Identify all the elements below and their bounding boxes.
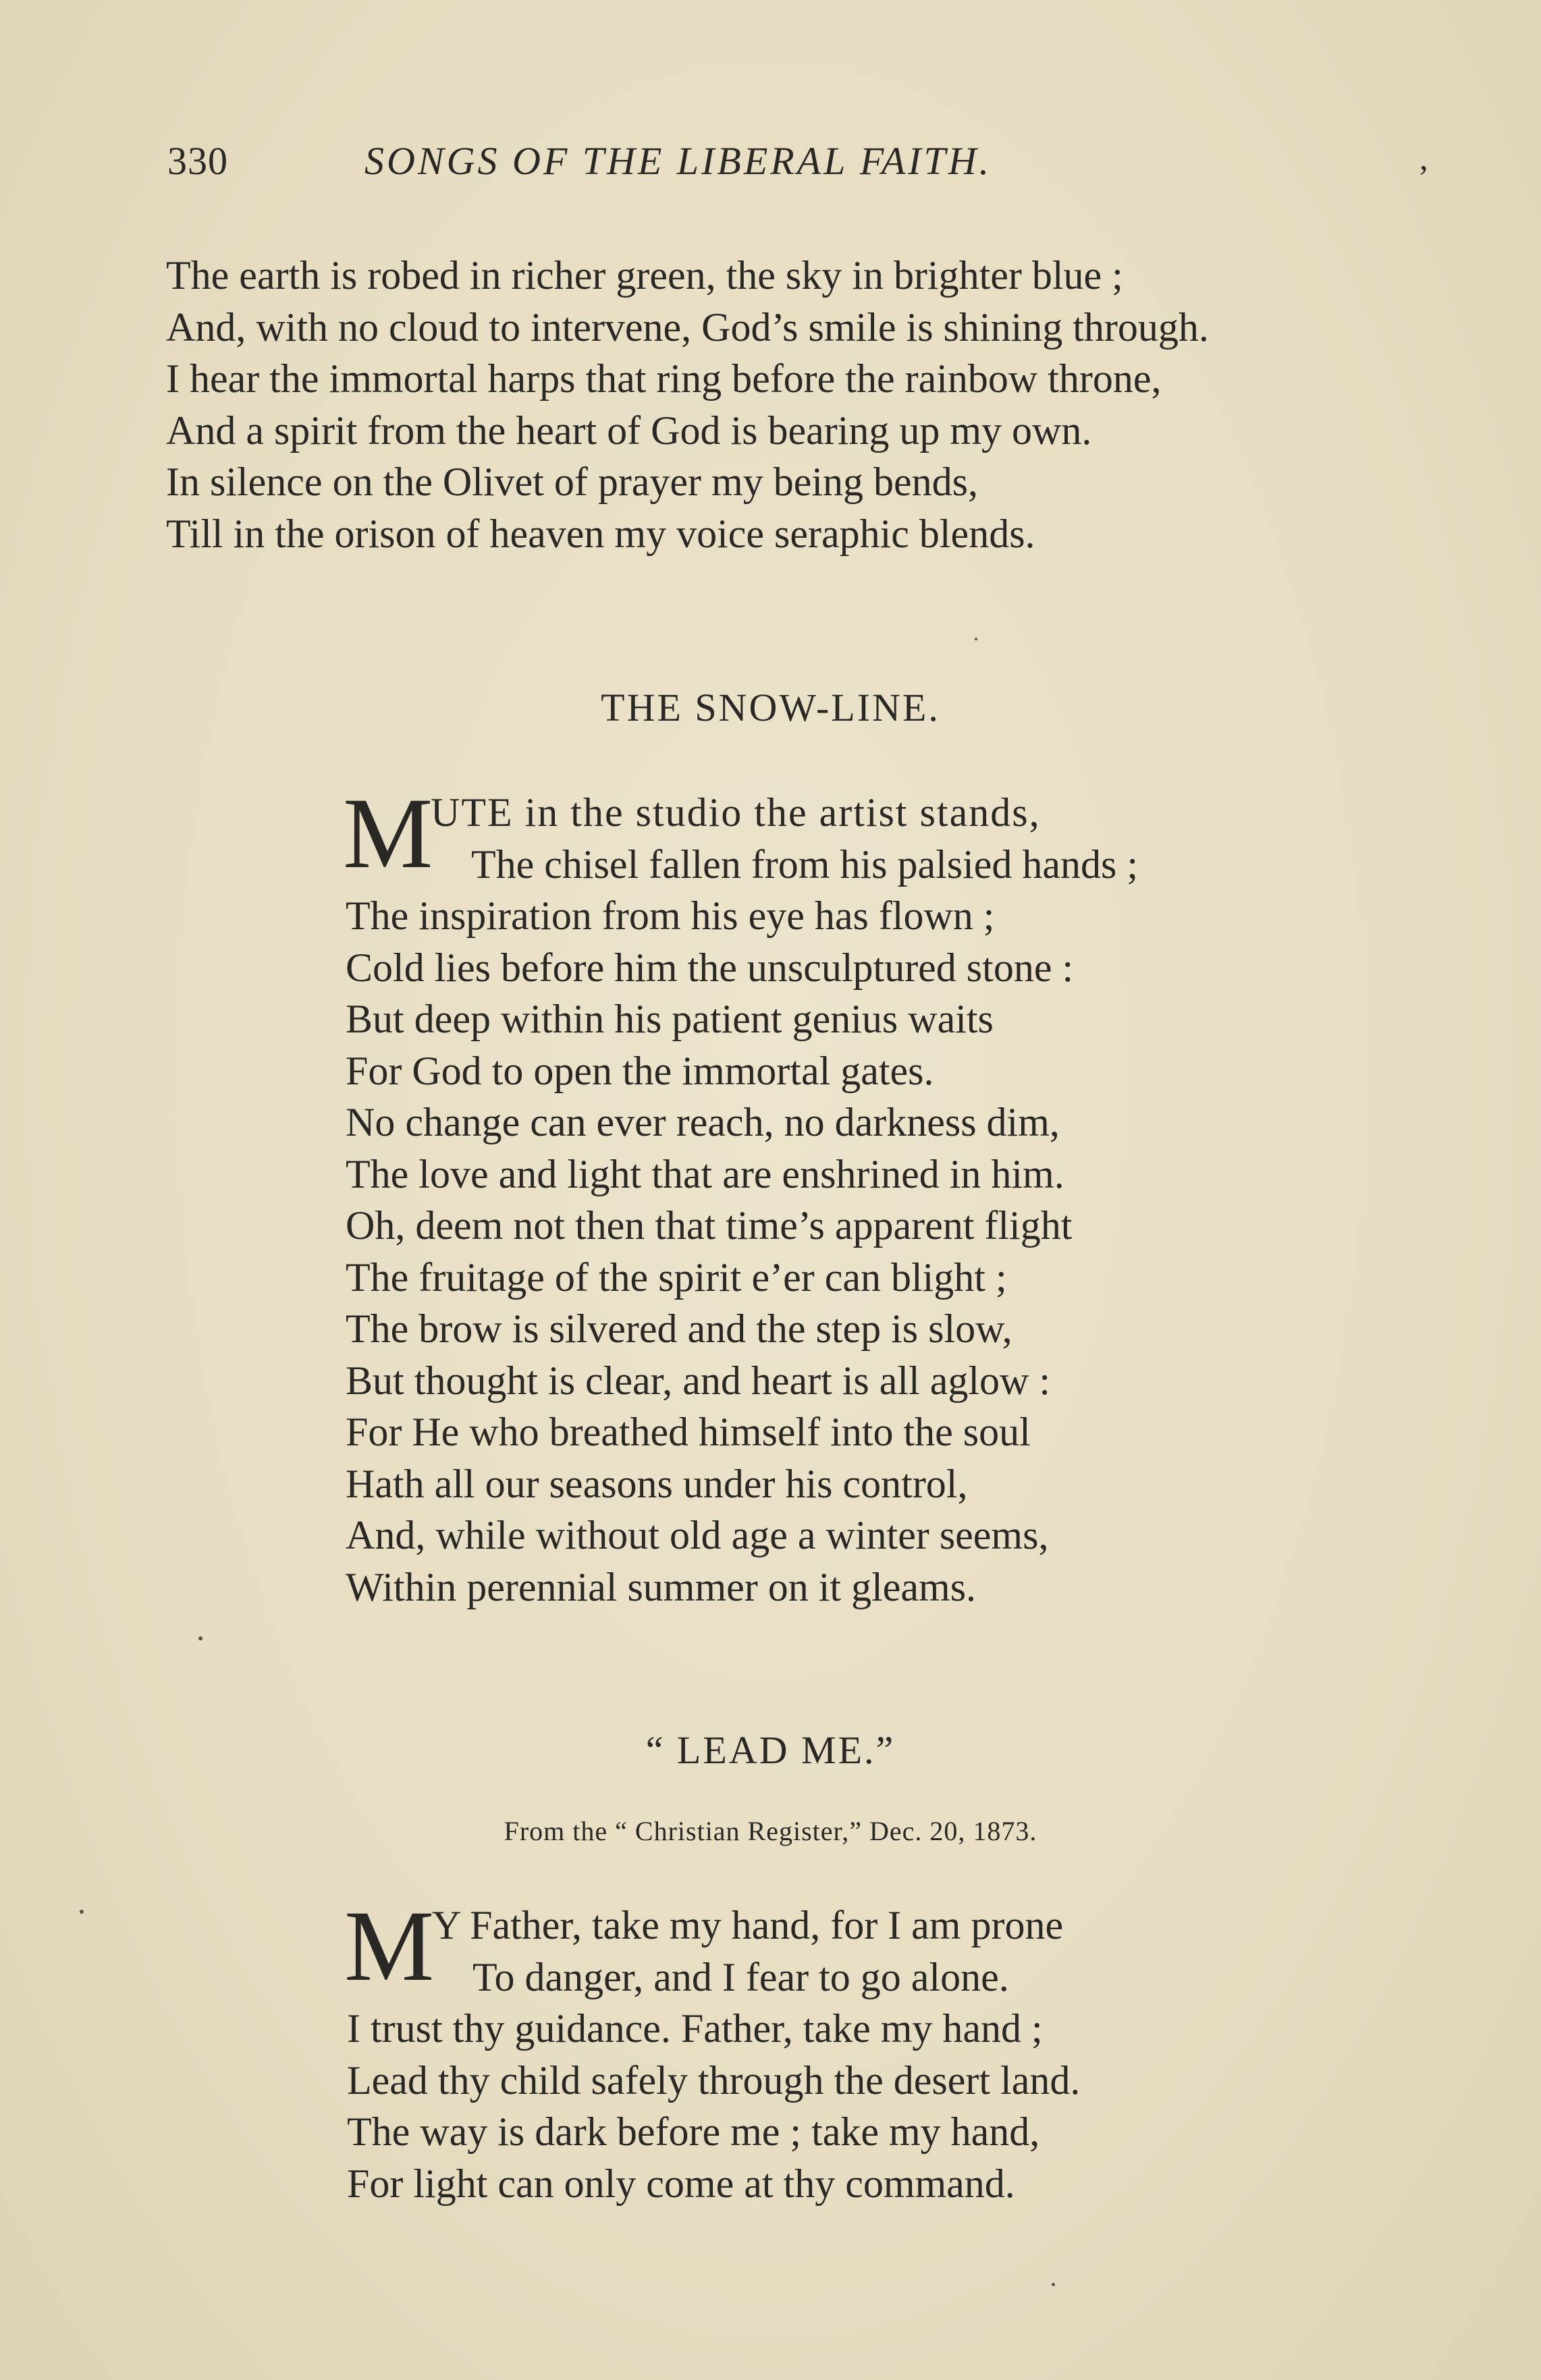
verse-line: And, with no cloud to intervene, God’s smile is shining through. (166, 304, 1209, 350)
verse-line: Within perennial summer on it gleams. (346, 1564, 977, 1609)
paper-speck (1052, 2283, 1055, 2286)
verse-line: The chisel fallen from his palsied hands ; (471, 841, 1139, 887)
poem-snow-line (343, 777, 1139, 1613)
verse-line: And a spirit from the heart of God is bearing up my own. (166, 408, 1092, 453)
verse-line: Y Father, take my hand, for I am prone (432, 1903, 1064, 1947)
attribution: From the “ Christian Register,” Dec. 20, 1873. (504, 1816, 1037, 1846)
verse-line: Lead thy child safely through the desert land. (347, 2057, 1081, 2103)
verse-line: I trust thy guidance. Father, take my hand ; (347, 2006, 1043, 2051)
verse-line: No change can ever reach, no darkness dim, (346, 1100, 1060, 1144)
verse-line: And, while without old age a winter seems, (346, 1513, 1049, 1557)
running-title: SONGS OF THE LIBERAL FAITH. (364, 139, 992, 183)
page-header (167, 138, 1450, 192)
verse-line: For God to open the immortal gates. (346, 1048, 934, 1093)
paper-speck (80, 1910, 84, 1914)
verse-line: Oh, deem not then that time’s apparent flight (346, 1203, 1073, 1248)
verse-line: For He who breathed himself into the soul (346, 1410, 1031, 1454)
verse-line: The brow is silvered and the step is slow, (346, 1306, 1012, 1351)
verse-line: To danger, and I fear to go alone. (472, 1954, 1009, 1999)
poem-title-snow-line: THE SNOW-LINE. (601, 686, 940, 729)
poem-lead-me (344, 1890, 1081, 2209)
paper-speck (198, 1636, 202, 1640)
verse-line: The way is dark before me ; take my hand, (347, 2109, 1040, 2154)
verse-line: But deep within his patient genius waits (346, 997, 994, 1041)
paper-speck (975, 638, 977, 640)
verse-line: In silence on the Olivet of prayer my being bends, (166, 460, 978, 504)
page-number: 330 (167, 139, 228, 183)
verse-line: Hath all our seasons under his control, (346, 1461, 968, 1506)
header-mark: , (1420, 139, 1428, 177)
verse-line: UTE in the studio the artist stands, (431, 790, 1041, 835)
poem-title-lead-me: “ LEAD ME.” (645, 1728, 896, 1772)
verse-line: Cold lies before him the unsculptured stone : (346, 945, 1074, 990)
drop-cap: M (344, 1890, 435, 2002)
verse-line: I hear the immortal harps that ring before the rainbow throne, (166, 356, 1162, 401)
verse-line: The fruitage of the spirit e’er can blight ; (346, 1254, 1007, 1300)
verse-line: For light can only come at thy command. (347, 2161, 1015, 2206)
verse-line: The inspiration from his eye has flown ; (346, 893, 995, 938)
intro-stanza (166, 250, 1209, 559)
drop-cap: M (343, 777, 433, 889)
verse-line: But thought is clear, and heart is all aglow : (346, 1358, 1051, 1403)
verse-line: The earth is robed in richer green, the sky in brighter blue ; (166, 253, 1123, 298)
verse-line: Till in the orison of heaven my voice seraphic blends. (166, 511, 1035, 556)
verse-line: The love and light that are enshrined in him. (346, 1151, 1064, 1196)
